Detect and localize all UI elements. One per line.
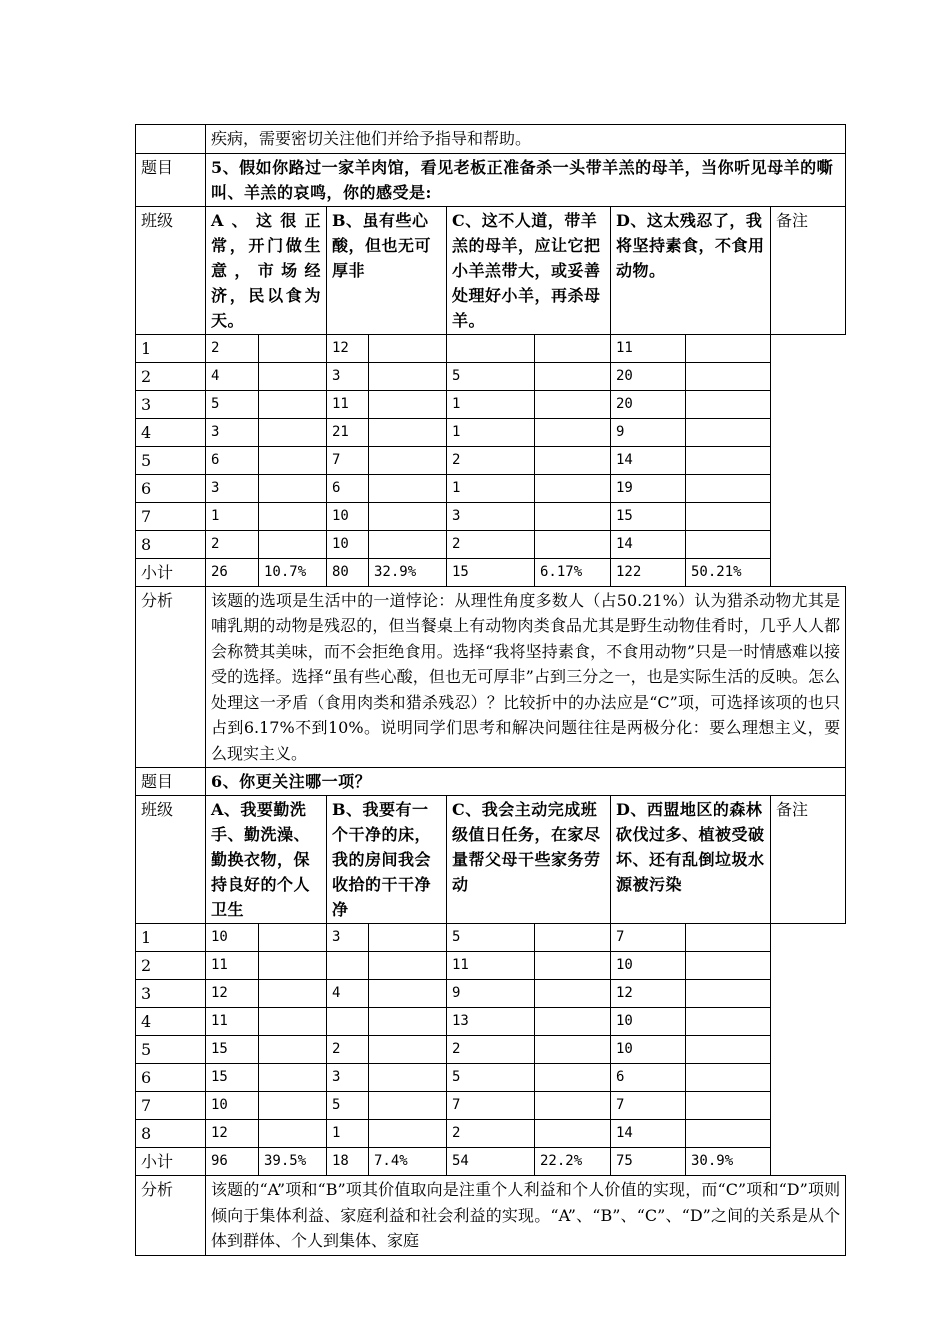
topic-label: 题目	[136, 153, 206, 206]
count-a-cell: 15	[206, 1036, 259, 1064]
q6-subtotal-a: 96	[206, 1148, 259, 1176]
table-row	[136, 952, 846, 980]
table-row	[136, 1064, 846, 1092]
pct-c-cell	[535, 362, 611, 390]
class-number-cell: 1	[136, 924, 206, 952]
count-d-cell: 15	[611, 502, 686, 530]
count-b-cell: 2	[327, 1036, 369, 1064]
count-b-cell: 3	[327, 924, 369, 952]
pct-a-cell	[259, 530, 327, 558]
class-number-cell: 3	[136, 390, 206, 418]
pct-d-cell	[686, 530, 771, 558]
count-c-cell: 13	[447, 1008, 535, 1036]
pct-c-cell	[535, 924, 611, 952]
table-row	[136, 362, 846, 390]
count-b-cell: 1	[327, 1120, 369, 1148]
pct-a-cell	[259, 924, 327, 952]
class-number-cell: 1	[136, 334, 206, 362]
count-d-cell: 7	[611, 1092, 686, 1120]
subtotal-label: 小计	[136, 1148, 206, 1176]
count-c-cell: 9	[447, 980, 535, 1008]
count-d-cell: 10	[611, 952, 686, 980]
pct-d-cell	[686, 502, 771, 530]
count-a-cell: 6	[206, 446, 259, 474]
count-d-cell: 12	[611, 980, 686, 1008]
count-a-cell: 11	[206, 952, 259, 980]
pct-b-cell	[369, 502, 447, 530]
count-c-cell: 5	[447, 1064, 535, 1092]
count-c-cell: 2	[447, 530, 535, 558]
count-b-cell: 21	[327, 418, 369, 446]
count-d-cell: 10	[611, 1008, 686, 1036]
q5-subtotal-b: 80	[327, 558, 369, 586]
count-b-cell: 3	[327, 362, 369, 390]
count-d-cell: 11	[611, 334, 686, 362]
table-row	[136, 1036, 846, 1064]
class-label: 班级	[136, 796, 206, 924]
pct-d-cell	[686, 446, 771, 474]
pct-b-cell	[369, 446, 447, 474]
pct-b-cell	[369, 952, 447, 980]
pct-b-cell	[369, 390, 447, 418]
empty-label-cell	[136, 125, 206, 154]
pct-c-cell	[535, 418, 611, 446]
q5-option-c: C、这不人道，带羊羔的母羊，应让它把小羊羔带大，或妥善处理好小羊，再杀母羊。	[447, 206, 611, 334]
count-b-cell	[327, 952, 369, 980]
count-d-cell: 10	[611, 1036, 686, 1064]
analysis-label: 分析	[136, 1176, 206, 1256]
pct-c-cell	[535, 390, 611, 418]
q5-subtotal-c-pct: 6.17%	[535, 558, 611, 586]
count-c-cell: 2	[447, 1036, 535, 1064]
count-a-cell: 15	[206, 1064, 259, 1092]
pct-a-cell	[259, 502, 327, 530]
q5-title-row	[136, 153, 846, 206]
count-a-cell: 4	[206, 362, 259, 390]
count-a-cell: 3	[206, 418, 259, 446]
count-d-cell: 14	[611, 1120, 686, 1148]
count-b-cell: 10	[327, 530, 369, 558]
count-b-cell	[327, 1008, 369, 1036]
count-c-cell: 7	[447, 1092, 535, 1120]
q6-subtotal-b: 18	[327, 1148, 369, 1176]
pct-b-cell	[369, 334, 447, 362]
pct-d-cell	[686, 1120, 771, 1148]
count-a-cell: 11	[206, 1008, 259, 1036]
pct-c-cell	[535, 1064, 611, 1092]
q6-option-a: A、我要勤洗手、勤洗澡、勤换衣物，保持良好的个人卫生	[206, 796, 327, 924]
q6-subtotal-c: 54	[447, 1148, 535, 1176]
pct-c-cell	[535, 1036, 611, 1064]
pct-d-cell	[686, 952, 771, 980]
class-number-cell: 4	[136, 418, 206, 446]
q5-subtotal-a-pct: 10.7%	[259, 558, 327, 586]
count-b-cell: 7	[327, 446, 369, 474]
count-c-cell: 1	[447, 390, 535, 418]
class-number-cell: 8	[136, 530, 206, 558]
pct-a-cell	[259, 1036, 327, 1064]
class-number-cell: 3	[136, 980, 206, 1008]
q6-option-c: C、我会主动完成班级值日任务，在家尽量帮父母干些家务劳动	[447, 796, 611, 924]
pct-c-cell	[535, 474, 611, 502]
q6-options-row	[136, 796, 846, 924]
class-number-cell: 7	[136, 1092, 206, 1120]
count-d-cell: 9	[611, 418, 686, 446]
pct-b-cell	[369, 1008, 447, 1036]
count-d-cell: 7	[611, 924, 686, 952]
count-c-cell: 11	[447, 952, 535, 980]
analysis-label: 分析	[136, 586, 206, 768]
count-c-cell: 3	[447, 502, 535, 530]
pct-c-cell	[535, 980, 611, 1008]
pct-a-cell	[259, 980, 327, 1008]
q6-title-row	[136, 768, 846, 796]
q6-analysis-text: 该题的“A”项和“B”项其价值取向是注重个人利益和个人价值的实现，而“C”项和“D”项则倾向于集体利益、家庭利益和社会利益的实现。“A”、“B”、“C”、“D”之间的关系是从个体到群体、个人到集体、家庭	[206, 1176, 846, 1256]
q5-subtotal-row	[136, 558, 846, 586]
q5-subtotal-d-pct: 50.21%	[686, 558, 771, 586]
table-row	[136, 924, 846, 952]
q6-subtotal-c-pct: 22.2%	[535, 1148, 611, 1176]
table-row	[136, 446, 846, 474]
class-number-cell: 5	[136, 446, 206, 474]
pct-b-cell	[369, 530, 447, 558]
class-label: 班级	[136, 206, 206, 334]
q6-data-rows	[136, 924, 846, 1148]
q5-remark-label: 备注	[771, 206, 846, 334]
survey-table	[135, 124, 846, 1256]
pct-b-cell	[369, 474, 447, 502]
count-a-cell: 12	[206, 980, 259, 1008]
pct-a-cell	[259, 390, 327, 418]
pct-c-cell	[535, 334, 611, 362]
q6-subtotal-row	[136, 1148, 846, 1176]
pct-a-cell	[259, 334, 327, 362]
count-b-cell: 4	[327, 980, 369, 1008]
pct-b-cell	[369, 980, 447, 1008]
table-row	[136, 390, 846, 418]
pct-d-cell	[686, 1064, 771, 1092]
count-b-cell: 10	[327, 502, 369, 530]
q5-analysis-row	[136, 586, 846, 768]
count-a-cell: 2	[206, 334, 259, 362]
pct-a-cell	[259, 1092, 327, 1120]
count-d-cell: 14	[611, 530, 686, 558]
table-row	[136, 980, 846, 1008]
count-c-cell: 2	[447, 1120, 535, 1148]
class-number-cell: 6	[136, 474, 206, 502]
pct-a-cell	[259, 446, 327, 474]
table-row	[136, 502, 846, 530]
pct-b-cell	[369, 1120, 447, 1148]
pct-a-cell	[259, 1120, 327, 1148]
count-a-cell: 2	[206, 530, 259, 558]
q6-subtotal-a-pct: 39.5%	[259, 1148, 327, 1176]
pct-c-cell	[535, 1120, 611, 1148]
count-a-cell: 5	[206, 390, 259, 418]
count-a-cell: 10	[206, 1092, 259, 1120]
q6-subtotal-d: 75	[611, 1148, 686, 1176]
count-a-cell: 10	[206, 924, 259, 952]
q5-subtotal-a: 26	[206, 558, 259, 586]
pct-b-cell	[369, 418, 447, 446]
pct-b-cell	[369, 924, 447, 952]
table-row	[136, 418, 846, 446]
count-c-cell: 2	[447, 446, 535, 474]
count-d-cell: 20	[611, 362, 686, 390]
q5-title: 5、假如你路过一家羊肉馆，看见老板正准备杀一头带羊羔的母羊，当你听见母羊的嘶叫、羊羔的哀鸣，你的感受是:	[206, 153, 846, 206]
count-c-cell: 5	[447, 362, 535, 390]
q5-option-d: D、这太残忍了，我将坚持素食，不食用动物。	[611, 206, 771, 334]
pct-d-cell	[686, 1036, 771, 1064]
count-c-cell: 1	[447, 474, 535, 502]
class-number-cell: 2	[136, 952, 206, 980]
q5-options-row	[136, 206, 846, 334]
pct-d-cell	[686, 924, 771, 952]
count-a-cell: 1	[206, 502, 259, 530]
count-b-cell: 11	[327, 390, 369, 418]
topic-label: 题目	[136, 768, 206, 796]
q5-subtotal-d: 122	[611, 558, 686, 586]
count-c-cell: 1	[447, 418, 535, 446]
count-b-cell: 6	[327, 474, 369, 502]
class-number-cell: 4	[136, 1008, 206, 1036]
pct-b-cell	[369, 1036, 447, 1064]
pct-c-cell	[535, 952, 611, 980]
count-d-cell: 14	[611, 446, 686, 474]
pct-a-cell	[259, 418, 327, 446]
pct-c-cell	[535, 1008, 611, 1036]
pct-d-cell	[686, 1008, 771, 1036]
q5-analysis-text: 该题的选项是生活中的一道悖论：从理性角度多数人（占50.21%）认为猎杀动物尤其是哺乳期的动物是残忍的，但当餐桌上有动物肉类食品尤其是野生动物佳肴时，几乎人人都会称赞其美味，而不会拒绝食用。选择“我将坚持素食，不食用动物”只是一时情感难以接受的选择。选择“虽有些心酸，但也无可厚非”占到三分之一，也是实际生活的反映。怎么处理这一矛盾（食用肉类和猎杀残忍）？比较折中的办法应是“C”项，可选择该项的也只占到6.17%不到10%。说明同学们思考和解决问题往往是两极分化：要么理想主义，要么现实主义。	[206, 586, 846, 768]
table-row	[136, 530, 846, 558]
pct-c-cell	[535, 530, 611, 558]
table-row	[136, 1092, 846, 1120]
class-number-cell: 6	[136, 1064, 206, 1092]
class-number-cell: 8	[136, 1120, 206, 1148]
pct-d-cell	[686, 362, 771, 390]
q6-remark-label: 备注	[771, 796, 846, 924]
pct-a-cell	[259, 1008, 327, 1036]
pct-c-cell	[535, 446, 611, 474]
class-number-cell: 5	[136, 1036, 206, 1064]
pct-a-cell	[259, 952, 327, 980]
pct-b-cell	[369, 1092, 447, 1120]
table-row	[136, 1008, 846, 1036]
survey-table-page	[135, 124, 845, 1256]
table-row	[136, 334, 846, 362]
pct-d-cell	[686, 474, 771, 502]
q6-subtotal-d-pct: 30.9%	[686, 1148, 771, 1176]
q5-subtotal-c: 15	[447, 558, 535, 586]
q6-title: 6、你更关注哪一项？	[206, 768, 846, 796]
pct-c-cell	[535, 502, 611, 530]
count-c-cell	[447, 334, 535, 362]
pct-a-cell	[259, 362, 327, 390]
pct-d-cell	[686, 980, 771, 1008]
pct-a-cell	[259, 474, 327, 502]
count-c-cell: 5	[447, 924, 535, 952]
q5-data-rows	[136, 334, 846, 558]
pct-a-cell	[259, 1064, 327, 1092]
count-b-cell: 12	[327, 334, 369, 362]
pct-b-cell	[369, 1064, 447, 1092]
count-b-cell: 5	[327, 1092, 369, 1120]
continuation-row	[136, 125, 846, 154]
subtotal-label: 小计	[136, 558, 206, 586]
q5-option-b: B、虽有些心酸，但也无可厚非	[327, 206, 447, 334]
pct-c-cell	[535, 1092, 611, 1120]
q6-option-b: B、我要有一个干净的床，我的房间我会收拾的干干净净	[327, 796, 447, 924]
pct-d-cell	[686, 390, 771, 418]
pct-d-cell	[686, 418, 771, 446]
pct-d-cell	[686, 1092, 771, 1120]
class-number-cell: 2	[136, 362, 206, 390]
top-fragment-text: 疾病，需要密切关注他们并给予指导和帮助。	[206, 125, 846, 154]
count-d-cell: 6	[611, 1064, 686, 1092]
q6-subtotal-b-pct: 7.4%	[369, 1148, 447, 1176]
table-row	[136, 474, 846, 502]
q5-option-a: A、这很正常，开门做生意，市场经济，民以食为天。	[206, 206, 327, 334]
table-row	[136, 1120, 846, 1148]
q6-analysis-row	[136, 1176, 846, 1256]
pct-b-cell	[369, 362, 447, 390]
class-number-cell: 7	[136, 502, 206, 530]
count-a-cell: 12	[206, 1120, 259, 1148]
count-d-cell: 20	[611, 390, 686, 418]
count-a-cell: 3	[206, 474, 259, 502]
count-b-cell: 3	[327, 1064, 369, 1092]
q6-option-d: D、西盟地区的森林砍伐过多、植被受破坏、还有乱倒垃圾水源被污染	[611, 796, 771, 924]
q5-subtotal-b-pct: 32.9%	[369, 558, 447, 586]
count-d-cell: 19	[611, 474, 686, 502]
pct-d-cell	[686, 334, 771, 362]
